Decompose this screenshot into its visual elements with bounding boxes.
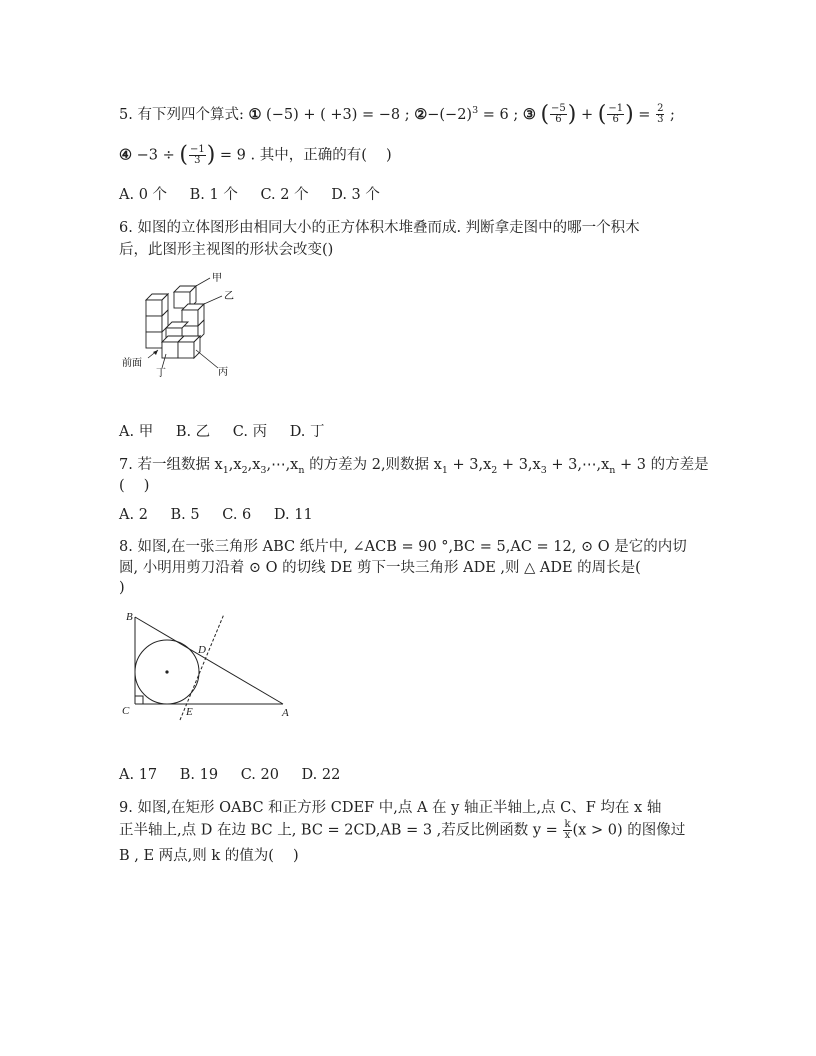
option-d[interactable]: D. 3 个 (331, 187, 380, 203)
q5-options (119, 185, 398, 205)
option-a[interactable]: A. 2 (119, 507, 148, 523)
option-a[interactable]: A. 0 个 (119, 187, 168, 203)
label-front: 前面 (122, 358, 142, 369)
label-jia: 甲 (212, 273, 222, 284)
q5-line2: ④ −3 ÷ ( $\frac{-1}{3}$ ) = 9 . 其中，正确的有( ) (119, 142, 392, 168)
option-b[interactable]: B. 乙 (175, 424, 211, 440)
option-b[interactable]: B. 19 (179, 767, 219, 783)
fraction: $\frac{-1}{3}$ (189, 144, 205, 166)
q8-line2: 圆, 小明用剪刀沿着 ⊙ O 的切线 DE 剪下一块三角形 ADE ,则 △ ADE 的周长是( (119, 560, 641, 576)
option-d[interactable]: D. 丁 (289, 424, 325, 440)
option-a[interactable]: A. 17 (119, 767, 158, 783)
q8-options (119, 765, 358, 785)
option-c[interactable]: C. 2 个 (260, 187, 309, 203)
fraction: $\frac{-5}{6}$ (551, 103, 566, 126)
option-a[interactable]: A. 甲 (119, 424, 154, 440)
point-a-label: A (282, 707, 289, 719)
fraction: $\frac{2}{3}$ (657, 103, 664, 126)
q7-line2: ( ) (119, 478, 150, 494)
cube-stack-figure (118, 270, 248, 382)
q8-line1: 8. 如图,在一张三角形 ABC 纸片中, ∠ACB = 90 °,BC = 5,AC = 12, ⊙ O 是它的内切 (119, 539, 687, 555)
option-b[interactable]: B. 1 个 (189, 187, 238, 203)
fraction: $\frac{-1}{6}$ (608, 103, 624, 126)
triangle-incircle-figure (118, 608, 298, 724)
q5-line1: 5. 有下列四个算式: ① (−5) + ( +3) = −8 ; $②-(-2)^3 = 6$ ; ③ ( $\frac{-5}{6}$ ) + ( $\frac{-1}{6}$ ) = $\frac{2}{3}$ ; (119, 101, 675, 127)
q8-line3: ) (119, 580, 125, 596)
q9-line1: 9. 如图,在矩形 OABC 和正方形 CDEF 中,点 A 在 y 轴正半轴上,点 C、F 均在 x 轴 (119, 800, 662, 816)
option-c[interactable]: C. 丙 (232, 424, 268, 440)
option-c[interactable]: C. 20 (240, 767, 279, 783)
q9-line2: 正半轴上,点 D 在边 BC 上, BC = 2CD,AB = 3 ,若反比例函数 y = $\frac{k}{x}$ (x > 0) 的图像过 (119, 819, 686, 841)
point-c-label: C (122, 705, 130, 717)
option-d[interactable]: D. 22 (301, 767, 341, 783)
q6-line1: 6. 如图的立体图形由相同大小的正方体积木堆叠而成. 判断拿走图中的哪一个积木 (119, 220, 640, 236)
option-c[interactable]: C. 6 (222, 507, 252, 523)
option-d[interactable]: D. 11 (273, 507, 313, 523)
point-b-label: B (126, 611, 133, 623)
point-d-label: D (198, 644, 206, 656)
option-b[interactable]: B. 5 (170, 507, 200, 523)
label-bing: 丙 (218, 367, 228, 378)
label-yi: 乙 (224, 291, 234, 302)
fraction: $\frac{k}{x}$ (564, 819, 571, 841)
q7-line1: 7. 若一组数据 $x_1,x_2,x_3,\cdots,x_n$ 的方差为 2,则数据 $x_1 + 3,x_2 + 3,x_3$ + $3,\cdots,x_n + 3$ 的方差是 (119, 457, 709, 476)
label-ding: 丁 (156, 368, 166, 379)
q6-options (119, 422, 343, 442)
q9-line3: B , E 两点,则 k 的值为( ) (119, 848, 299, 864)
point-e-label: E (186, 706, 193, 718)
q7-options (119, 505, 331, 525)
q6-line2: 后，此图形主视图的形状会改变() (119, 242, 334, 258)
